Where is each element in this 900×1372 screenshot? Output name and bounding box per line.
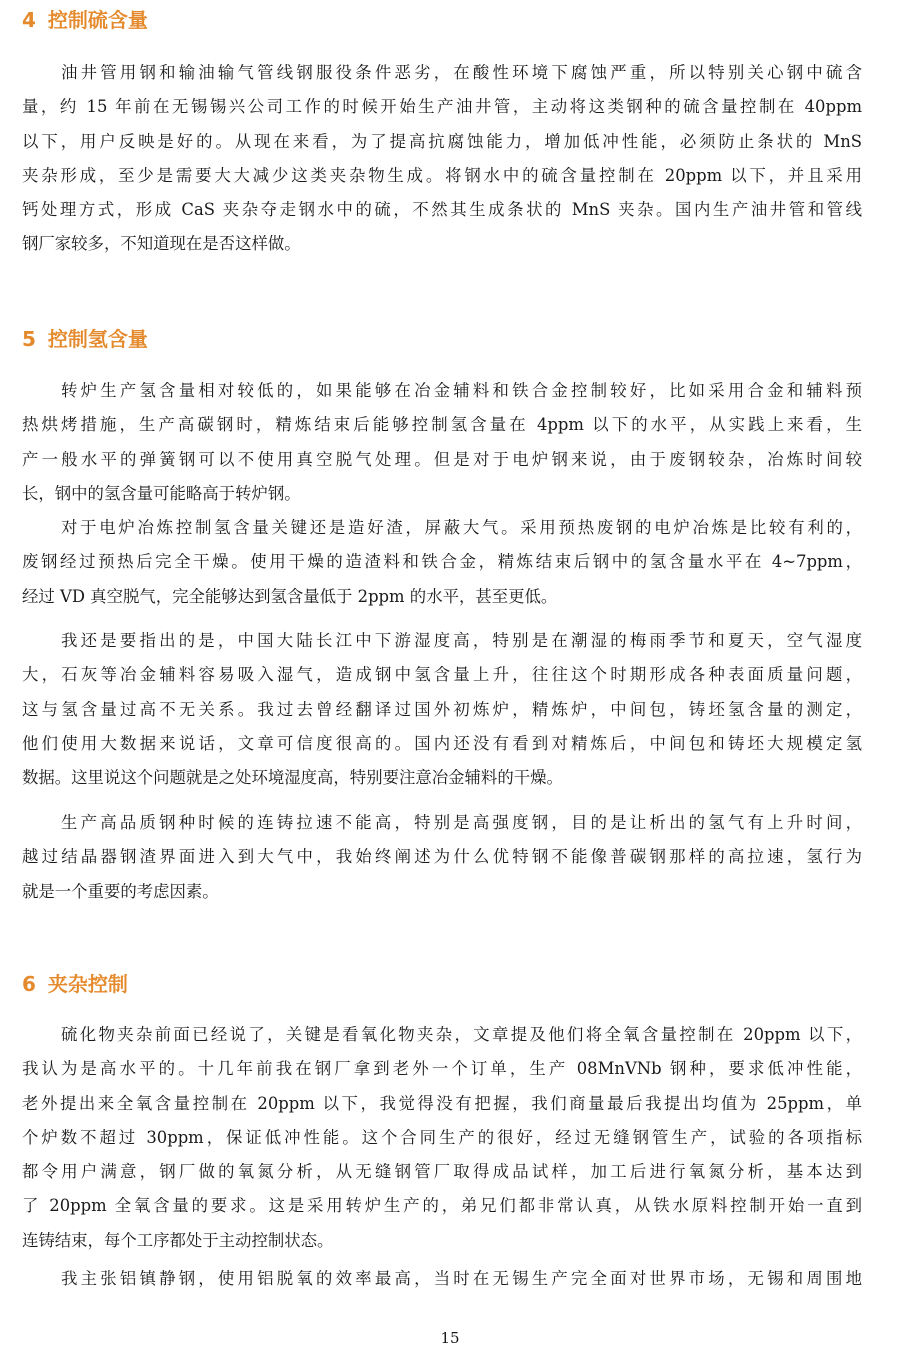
paragraph bbox=[22, 806, 862, 909]
paragraph bbox=[22, 624, 862, 795]
text-line: 这与氢含量过高不无关系。我过去曾经翻译过国外初炼炉，精炼炉，中间包，铸坯氢含量的测定， bbox=[22, 699, 862, 719]
text-line: 越过结晶器钢渣界面进入到大气中，我始终阐述为什么优特钢不能像普碳钢那样的高拉速，氢行为 bbox=[22, 847, 862, 867]
page-number: 15 bbox=[440, 1329, 460, 1347]
text-line: 个炉数不超过 30ppm，保证低冲性能。这个合同生产的很好，经过无缝钢管生产，试验的各项指标 bbox=[22, 1127, 862, 1147]
text-line: 大，石灰等冶金辅料容易吸入湿气，造成钢中氢含量上升，往往这个时期形成各种表面质量问题， bbox=[22, 665, 862, 685]
text-line: 老外提出来全氧含量控制在 20ppm 以下，我觉得没有把握，我们商量最后我提出均值为 25ppm，单 bbox=[22, 1093, 862, 1113]
section-number: 4 bbox=[22, 8, 36, 32]
text-line: 以下，用户反映是好的。从现在来看，为了提高抗腐蚀能力，增加低冲性能，必须防止条状的 MnS bbox=[22, 131, 862, 151]
text-line: 就是一个重要的考虑因素。 bbox=[22, 881, 219, 901]
paragraph bbox=[22, 1018, 862, 1258]
section-number: 5 bbox=[22, 327, 36, 351]
text-line: 产一般水平的弹簧钢可以不使用真空脱气处理。但是对于电炉钢来说，由于废钢较杂，冶炼时间较 bbox=[22, 449, 862, 469]
text-line: 热烘烤措施，生产高碳钢时，精炼结束后能够控制氢含量在 4ppm 以下的水平，从实践上来看，生 bbox=[22, 415, 862, 435]
text-line: 废钢经过预热后完全干燥。使用干燥的造渣料和铁合金，精炼结束后钢中的氢含量水平在 4~7ppm， bbox=[22, 552, 862, 572]
section-title: 控制氢含量 bbox=[47, 327, 148, 351]
text-line: 经过 VD 真空脱气，完全能够达到氢含量低于 2ppm 的水平，甚至更低。 bbox=[22, 586, 558, 606]
paragraph bbox=[22, 511, 862, 614]
paragraph bbox=[22, 1262, 862, 1296]
section-title: 控制硫含量 bbox=[47, 8, 148, 32]
section-heading bbox=[22, 972, 128, 996]
text-line: 长，钢中的氢含量可能略高于转炉钢。 bbox=[22, 483, 301, 503]
text-line: 我主张铝镇静钢，使用铝脱氧的效率最高，当时在无锡生产完全面对世界市场，无锡和周围地 bbox=[61, 1269, 862, 1288]
section-heading bbox=[22, 327, 148, 351]
text-line: 转炉生产氢含量相对较低的，如果能够在冶金辅料和铁合金控制较好，比如采用合金和辅料预 bbox=[61, 381, 862, 400]
section-heading bbox=[22, 8, 148, 32]
text-line: 我还是要指出的是，中国大陆长江中下游湿度高，特别是在潮湿的梅雨季节和夏天，空气湿度 bbox=[61, 631, 862, 650]
text-line: 油井管用钢和输油输气管线钢服役条件恶劣，在酸性环境下腐蚀严重，所以特别关心钢中硫含 bbox=[61, 63, 862, 82]
text-line: 钢厂家较多，不知道现在是否这样做。 bbox=[22, 234, 301, 254]
text-line: 硫化物夹杂前面已经说了，关键是看氧化物夹杂，文章提及他们将全氧含量控制在 20ppm 以下， bbox=[61, 1025, 862, 1044]
section-title: 夹杂控制 bbox=[47, 972, 128, 996]
text-line: 数据。这里说这个问题就是之处环境湿度高，特别要注意冶金辅料的干燥。 bbox=[22, 768, 563, 788]
paragraph bbox=[22, 374, 862, 511]
paragraph bbox=[22, 56, 862, 262]
text-line: 都令用户满意，钢厂做的氧氮分析，从无缝钢管厂取得成品试样，加工后进行氧氮分析，基本达到 bbox=[22, 1162, 862, 1182]
text-line: 夹杂形成，至少是需要大大减少这类夹杂物生成。将钢水中的硫含量控制在 20ppm 以下，并且采用 bbox=[22, 165, 862, 185]
text-line: 钙处理方式，形成 CaS 夹杂夺走钢水中的硫，不然其生成条状的 MnS 夹杂。国内生产油井管和管线 bbox=[22, 200, 862, 220]
text-line: 连铸结束，每个工序都处于主动控制状态。 bbox=[22, 1230, 334, 1250]
text-line: 对于电炉冶炼控制氢含量关键还是造好渣，屏蔽大气。采用预热废钢的电炉冶炼是比较有利的， bbox=[61, 518, 862, 537]
text-line: 量，约 15 年前在无锡锡兴公司工作的时候开始生产油井管，主动将这类钢种的硫含量控制在 40ppm bbox=[22, 97, 862, 117]
text-line: 生产高品质钢种时候的连铸拉速不能高，特别是高强度钢，目的是让析出的氢气有上升时间， bbox=[61, 813, 862, 832]
section-number: 6 bbox=[22, 972, 36, 996]
text-line: 了 20ppm 全氧含量的要求。这是采用转炉生产的，弟兄们都非常认真，从铁水原料控制开始一直到 bbox=[22, 1196, 862, 1216]
text-line: 我认为是高水平的。十几年前我在钢厂拿到老外一个订单，生产 08MnVNb 钢种，要求低冲性能， bbox=[22, 1059, 862, 1079]
text-line: 他们使用大数据来说话，文章可信度很高的。国内还没有看到对精炼后，中间包和铸坯大规模定氢 bbox=[22, 733, 862, 753]
